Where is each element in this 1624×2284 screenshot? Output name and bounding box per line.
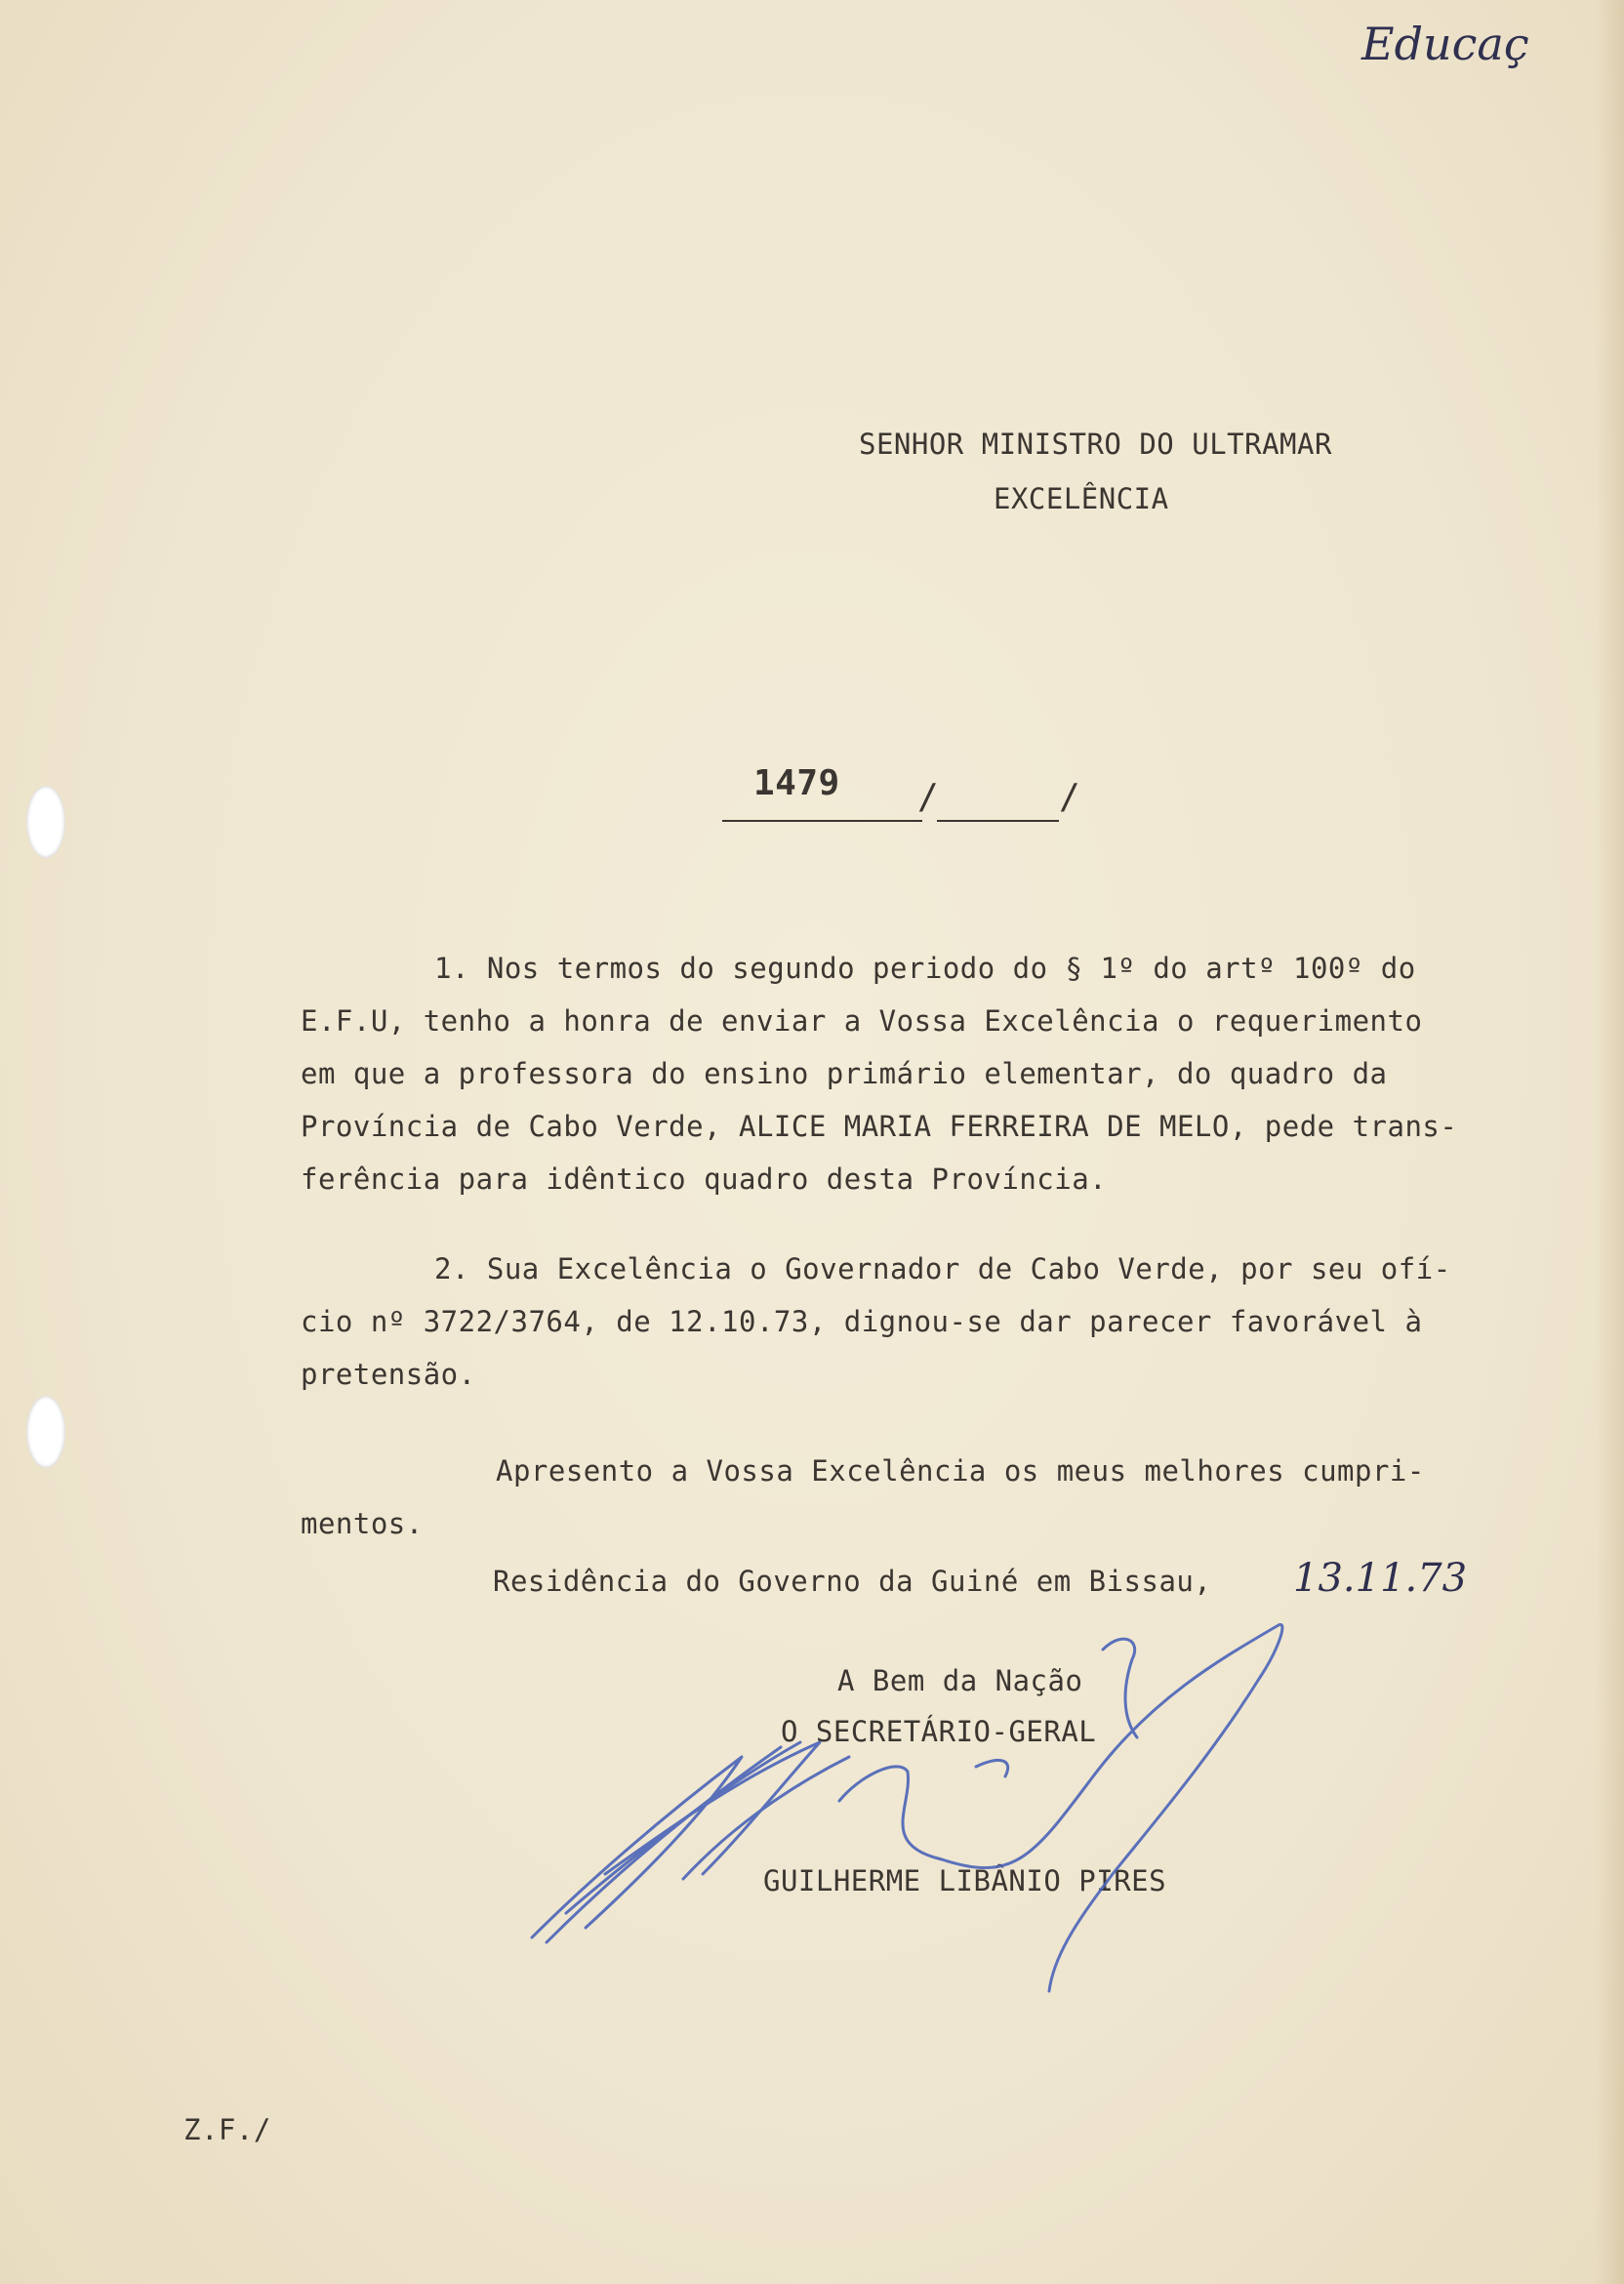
signatory-name: GUILHERME LIBÂNIO PIRES (763, 1864, 1167, 1897)
reference-slash-1: / (917, 777, 939, 817)
signatory-role: O SECRETÁRIO-GERAL (781, 1715, 1097, 1748)
place-line: Residência do Governo da Guiné em Bissau, (493, 1565, 1212, 1598)
addressee-line-1: SENHOR MINISTRO DO ULTRAMAR (859, 428, 1332, 461)
reference-slash-2: / (1059, 777, 1080, 817)
paragraph-2-line-2: cio nº 3722/3764, de 12.10.73, dignou-se dar parecer favorável à (301, 1305, 1423, 1338)
salutation: A Bem da Nação (837, 1664, 1083, 1697)
reference-number: 1479 (753, 763, 840, 803)
paragraph-2-line-3: pretensão. (301, 1358, 476, 1391)
paragraph-2-line-1: 2. Sua Excelência o Governador de Cabo Verde, por seu ofí- (434, 1252, 1451, 1285)
paragraph-1-line-1: 1. Nos termos do segundo periodo do § 1º do artº 100º do (434, 952, 1416, 985)
paragraph-1-line-5: ferência para idêntico quadro desta Província. (301, 1162, 1108, 1196)
paragraph-1-line-4: Província de Cabo Verde, ALICE MARIA FERREIRA DE MELO, pede trans- (301, 1110, 1458, 1143)
paragraph-1-line-3: em que a professora do ensino primário elementar, do quadro da (301, 1057, 1388, 1090)
handwritten-annotation: Educaç (1361, 18, 1529, 70)
footer-initials: Z.F./ (183, 2113, 271, 2146)
paragraph-1-line-2: E.F.U, tenho a honra de enviar a Vossa Excelência o requerimento (301, 1004, 1423, 1038)
addressee-line-2: EXCELÊNCIA (994, 482, 1169, 515)
closing-line-2: mentos. (301, 1507, 424, 1540)
closing-line-1: Apresento a Vossa Excelência os meus melhores cumpri- (496, 1454, 1425, 1488)
handwritten-date: 13.11.73 (1293, 1556, 1468, 1601)
